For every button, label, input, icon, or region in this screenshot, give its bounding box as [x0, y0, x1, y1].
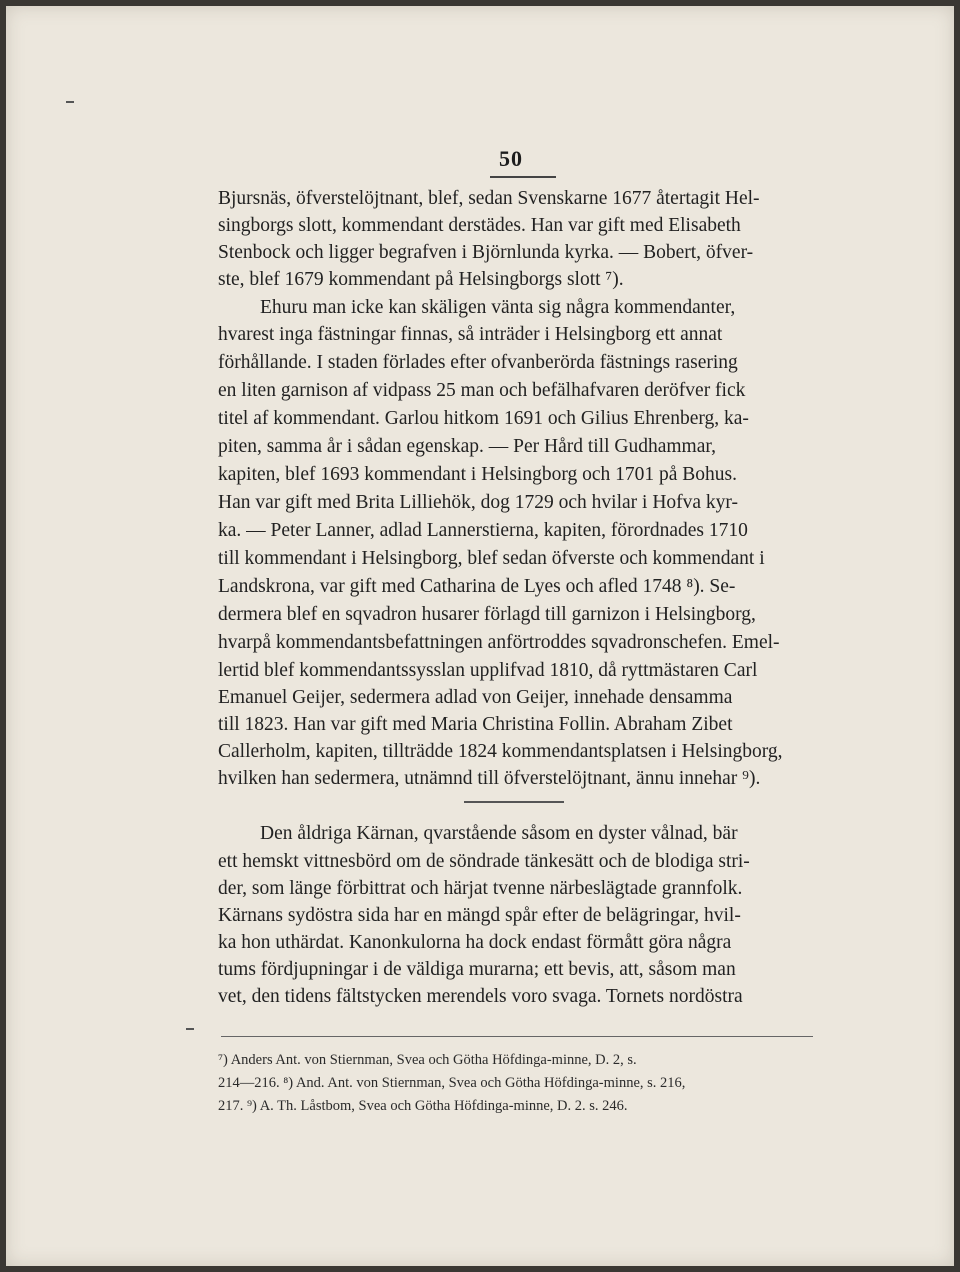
text-line: Han var gift med Brita Lilliehök, dog 1729 och hvilar i Hofva kyr- [218, 492, 739, 513]
text-line: en liten garnison af vidpass 25 man och befälhafvaren deröfver fick [218, 380, 746, 401]
footnotes-divider [221, 1036, 813, 1037]
text-line: singborgs slott, kommendant derstädes. Han var gift med Elisabeth [218, 215, 741, 236]
text-line: Callerholm, kapiten, tillträdde 1824 kommendantsplatsen i Helsingborg, [218, 741, 783, 762]
text-line: ste, blef 1679 kommendant på Helsingborgs slott ⁷). [218, 269, 624, 290]
page-number-underline [490, 176, 556, 178]
text-line: ka. — Peter Lanner, adlad Lannerstierna, kapiten, förordnades 1710 [218, 520, 748, 541]
text-line: Emanuel Geijer, sedermera adlad von Geijer, innehade densamma [218, 687, 733, 708]
text-line: hvarpå kommendantsbefattningen anförtroddes sqvadronschefen. Emel- [218, 632, 780, 653]
text-line: dermera blef en sqvadron husarer förlagd till garnizon i Helsingborg, [218, 604, 756, 625]
text-line: ka hon uthärdat. Kanonkulorna ha dock endast förmått göra några [218, 932, 732, 953]
book-page [6, 6, 954, 1266]
text-line: der, som länge förbittrat och härjat tvenne närbeslägtade grannfolk. [218, 878, 743, 899]
text-line: tums fördjupningar i de väldiga murarna; ett bevis, att, såsom man [218, 959, 736, 980]
text-line: lertid blef kommendantssysslan upplifvad 1810, då ryttmästaren Carl [218, 660, 758, 681]
text-line: Den åldriga Kärnan, qvarstående såsom en dyster vålnad, bär [260, 823, 738, 844]
text-line: hvilken han sedermera, utnämnd till öfverstelöjtnant, ännu innehar ⁹). [218, 768, 761, 789]
text-line: Ehuru man icke kan skäligen vänta sig några kommendanter, [260, 297, 736, 318]
margin-mark [66, 101, 74, 103]
text-line: titel af kommendant. Garlou hitkom 1691 och Gilius Ehrenberg, ka- [218, 408, 749, 429]
text-line: piten, samma år i sådan egenskap. — Per Hård till Gudhammar, [218, 436, 716, 457]
text-line: Stenbock och ligger begrafven i Björnlunda kyrka. — Bobert, öfver- [218, 242, 754, 263]
text-line: Kärnans sydöstra sida har en mängd spår efter de belägringar, hvil- [218, 905, 741, 926]
text-line: kapiten, blef 1693 kommendant i Helsingborg och 1701 på Bohus. [218, 464, 738, 485]
page-number: 50 [499, 146, 523, 171]
margin-mark [186, 1028, 194, 1030]
text-line: till kommendant i Helsingborg, blef sedan öfverste och kommendant i [218, 548, 765, 569]
text-line: vet, den tidens fältstycken merendels voro svaga. Tornets nordöstra [218, 986, 743, 1007]
text-line: Landskrona, var gift med Catharina de Lyes och afled 1748 ⁸). Se- [218, 576, 736, 597]
footnote-line: 214—216. ⁸) And. Ant. von Stiernman, Svea och Götha Höfdinga-minne, s. 216, [218, 1075, 686, 1091]
footnote-line: ⁷) Anders Ant. von Stiernman, Svea och Götha Höfdinga-minne, D. 2, s. [218, 1052, 637, 1068]
text-line: förhållande. I staden förlades efter ofvanberörda fästnings rasering [218, 352, 738, 373]
text-line: hvarest inga fästningar finnas, så inträder i Helsingborg ett annat [218, 324, 723, 345]
text-line: Bjursnäs, öfverstelöjtnant, blef, sedan Svenskarne 1677 återtagit Hel- [218, 188, 760, 209]
footnote-line: 217. ⁹) A. Th. Låstbom, Svea och Götha Höfdinga-minne, D. 2. s. 246. [218, 1098, 628, 1114]
text-line: ett hemskt vittnesbörd om de söndrade tänkesätt och de blodiga stri- [218, 851, 750, 872]
section-divider [464, 801, 564, 803]
text-line: till 1823. Han var gift med Maria Christina Follin. Abraham Zibet [218, 714, 733, 735]
